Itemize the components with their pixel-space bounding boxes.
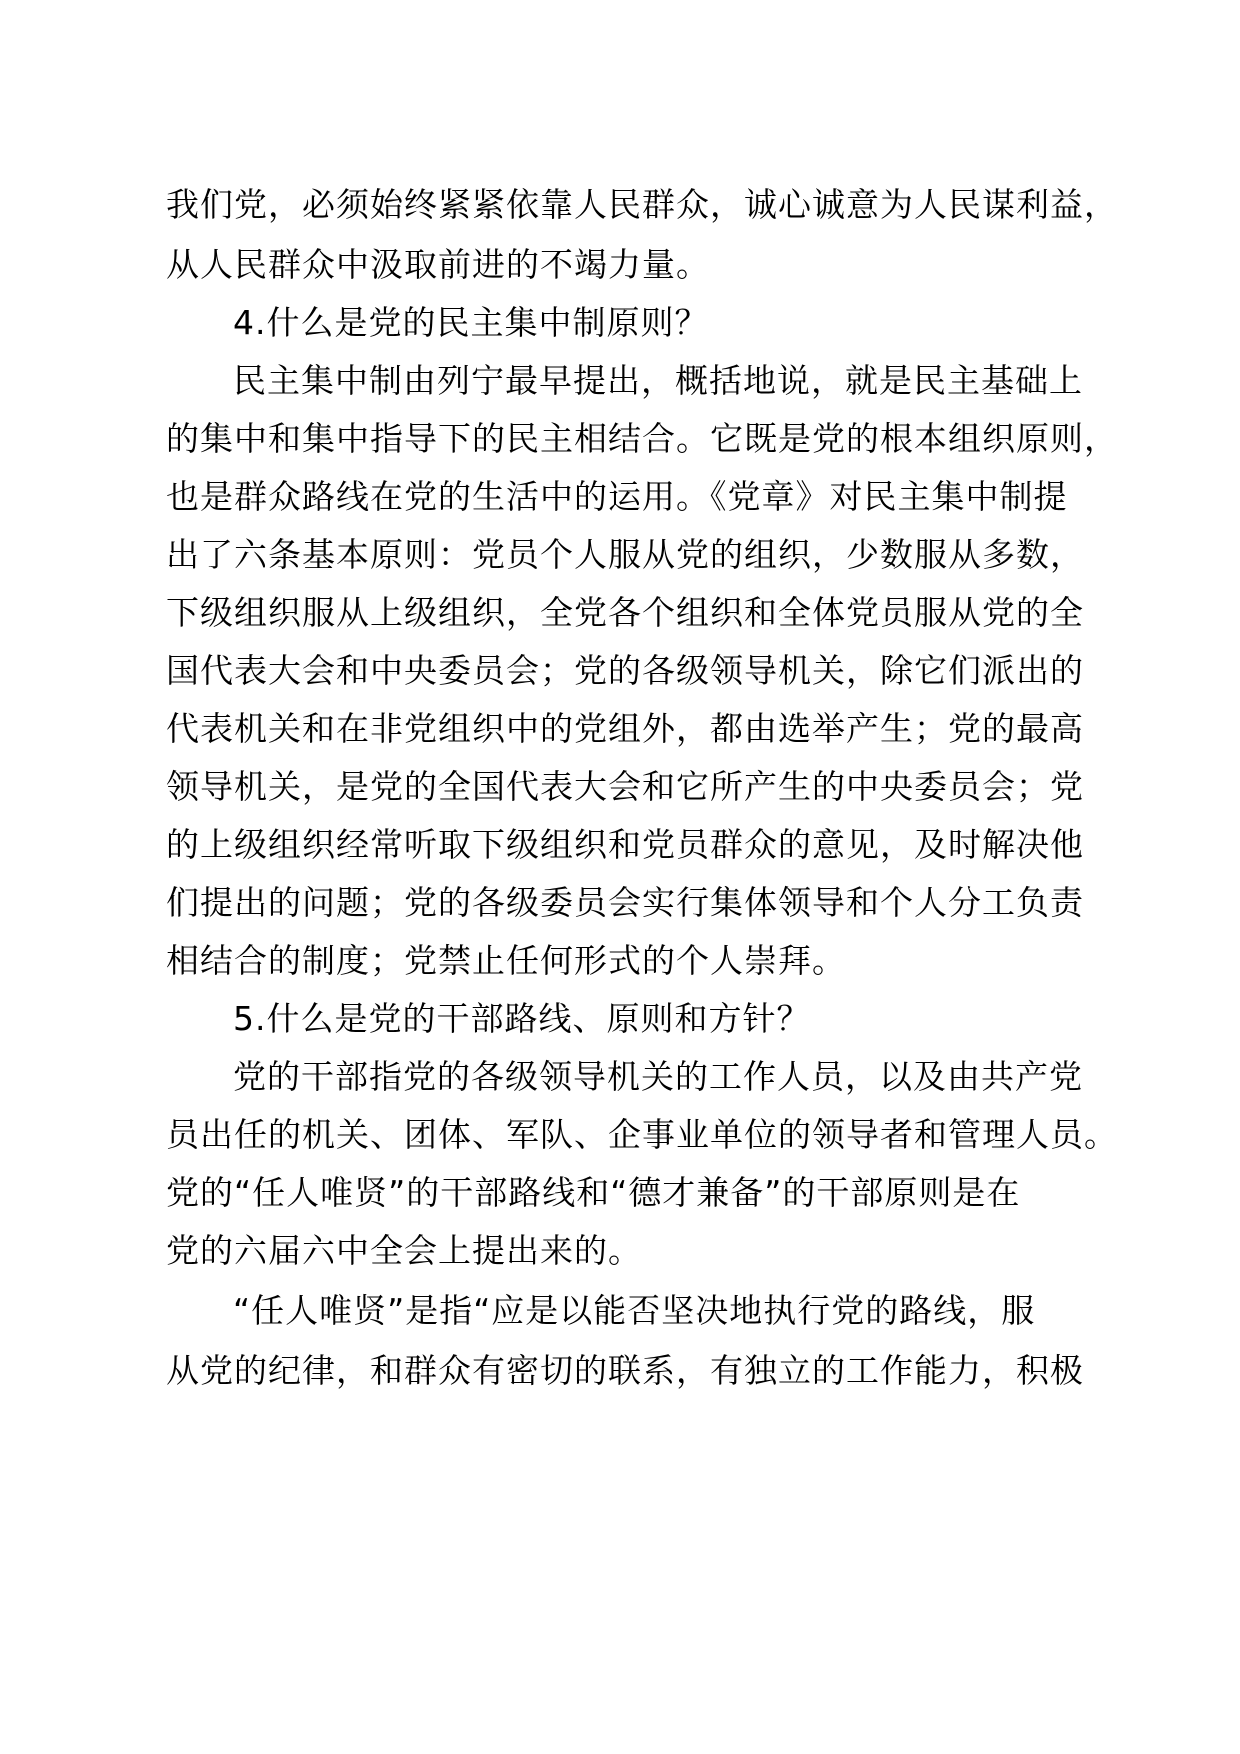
text-line: 出了六条基本原则：党员个人服从党的组织，少数服从多数， bbox=[166, 535, 1084, 574]
text-line: 民主集中制由列宁最早提出，概括地说，就是民主基础上 bbox=[233, 361, 1083, 400]
text-line: 的集中和集中指导下的民主相结合。它既是党的根本组织原则， bbox=[166, 419, 1118, 458]
text-line: 领导机关，是党的全国代表大会和它所产生的中央委员会；党 bbox=[166, 767, 1084, 806]
text-line: “任人唯贤”是指“应是以能否坚决地执行党的路线，服 bbox=[233, 1291, 1036, 1330]
text-line: 们提出的问题；党的各级委员会实行集体领导和个人分工负责 bbox=[166, 883, 1084, 922]
text-line: 我们党，必须始终紧紧依靠人民群众，诚心诚意为人民谋利益， bbox=[166, 185, 1118, 224]
text-line: 下级组织服从上级组织，全党各个组织和全体党员服从党的全 bbox=[166, 593, 1084, 632]
text-line: 员出任的机关、团体、军队、企事业单位的领导者和管理人员。 bbox=[166, 1115, 1118, 1154]
text-line: 从党的纪律，和群众有密切的联系，有独立的工作能力，积极 bbox=[166, 1351, 1084, 1390]
text-line: 党的六届六中全会上提出来的。 bbox=[166, 1231, 642, 1270]
section-heading-4: 4.什么是党的民主集中制原则？ bbox=[233, 303, 709, 342]
text-line: 的上级组织经常听取下级组织和党员群众的意见，及时解决他 bbox=[166, 825, 1084, 864]
section-heading-5: 5.什么是党的干部路线、原则和方针？ bbox=[233, 999, 811, 1038]
text-line: 国代表大会和中央委员会；党的各级领导机关，除它们派出的 bbox=[166, 651, 1084, 690]
text-line: 也是群众路线在党的生活中的运用。《党章》对民主集中制提 bbox=[166, 477, 1068, 516]
text-line: 从人民群众中汲取前进的不竭力量。 bbox=[166, 245, 710, 284]
text-line: 相结合的制度；党禁止任何形式的个人崇拜。 bbox=[166, 941, 846, 980]
text-line: 党的干部指党的各级领导机关的工作人员，以及由共产党 bbox=[233, 1057, 1083, 1096]
text-line: 党的“任人唯贤”的干部路线和“德才兼备”的干部原则是在 bbox=[166, 1173, 1021, 1212]
text-line: 代表机关和在非党组织中的党组外，都由选举产生；党的最高 bbox=[166, 709, 1084, 748]
